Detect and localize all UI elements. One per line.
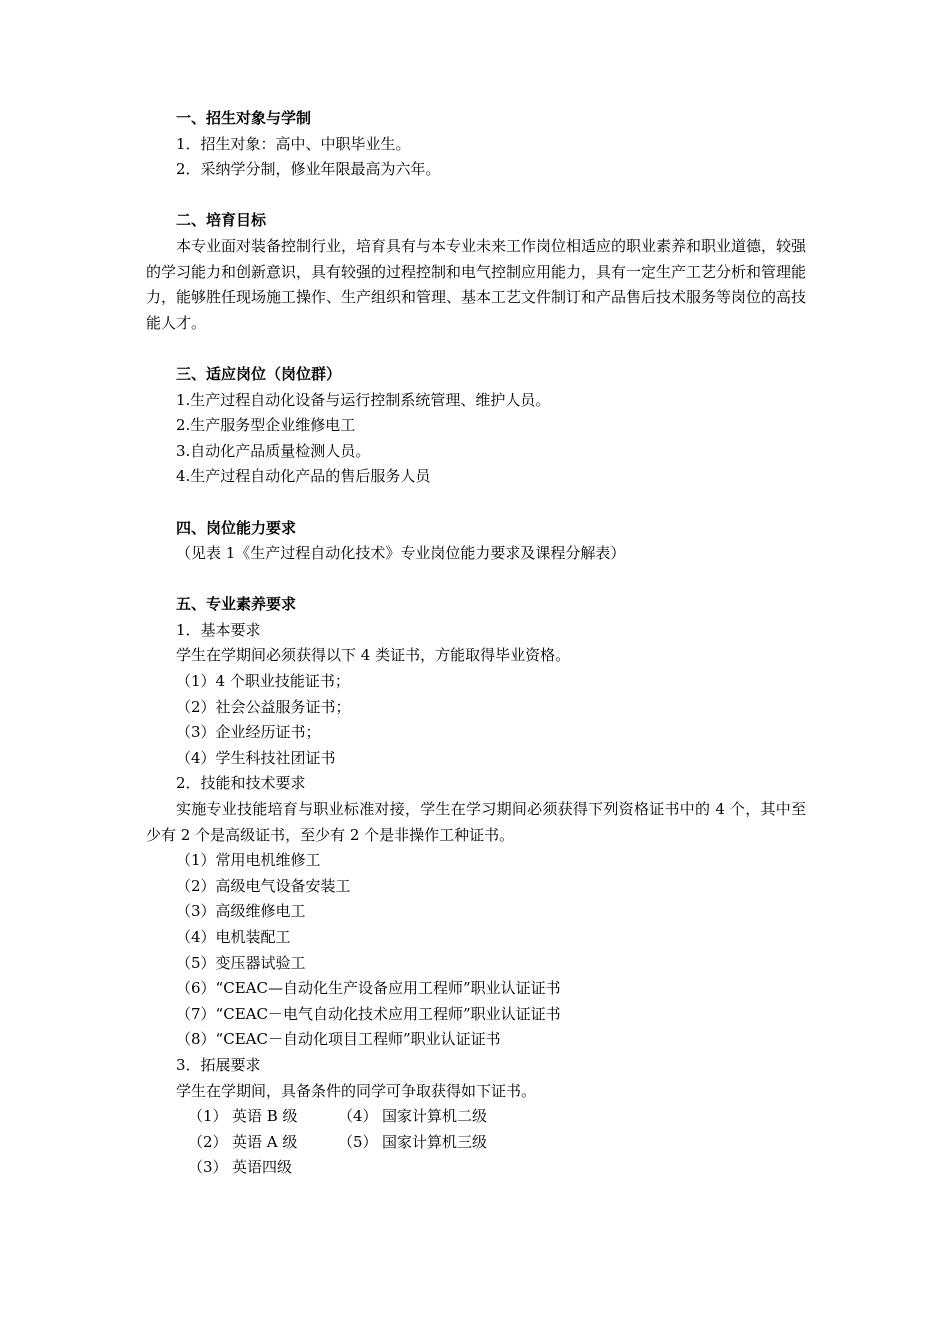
list-item: （3）高级维修电工 <box>176 902 306 921</box>
section-heading: 五、专业素养要求 <box>176 595 297 614</box>
subsection-title: 2．技能和技术要求 <box>176 774 306 793</box>
certificate-number: （4） <box>338 1107 378 1126</box>
certificate-row <box>146 1155 806 1181</box>
certificate-name: 国家计算机三级 <box>382 1132 488 1151</box>
list-item: 2．采纳学分制，修业年限最高为六年。 <box>176 160 441 179</box>
list-item: 2.生产服务型企业维修电工 <box>176 416 356 435</box>
certificate-number: （3） <box>188 1158 228 1177</box>
certificate-name: 英语 A 级 <box>232 1132 298 1151</box>
section-heading: 二、培育目标 <box>176 211 267 230</box>
certificate-name: 英语 B 级 <box>232 1107 298 1126</box>
list-item: 4.生产过程自动化产品的售后服务人员 <box>176 467 431 486</box>
list-item: 3.自动化产品质量检测人员。 <box>176 441 371 460</box>
certificate-name: 英语四级 <box>232 1158 293 1177</box>
document-body <box>146 106 806 1181</box>
list-item: （8）“CEAC－自动化项目工程师”职业认证证书 <box>176 1030 501 1049</box>
list-item: （4）电机装配工 <box>176 928 291 946</box>
list-item: 1.生产过程自动化设备与运行控制系统管理、维护人员。 <box>176 390 551 409</box>
subsection-title: 1．基本要求 <box>176 620 261 639</box>
certificate-number: （2） <box>188 1132 228 1151</box>
certificate-row <box>146 1104 806 1130</box>
paragraph: 学生在学期间，具备条件的同学可争取获得如下证书。 <box>176 1081 537 1100</box>
list-item: （7）“CEAC－电气自动化技术应用工程师”职业认证证书 <box>176 1004 561 1023</box>
list-item: （4）学生科技社团证书 <box>176 748 336 767</box>
list-item: （5）变压器试验工 <box>176 953 306 972</box>
certificate-number: （5） <box>338 1132 378 1151</box>
list-item: （1）4 个职业技能证书； <box>176 672 350 691</box>
subsection-title: 3．拓展要求 <box>176 1055 261 1074</box>
list-item: （2）社会公益服务证书； <box>176 697 351 716</box>
list-item: （1）常用电机维修工 <box>176 851 321 870</box>
section-heading: 一、招生对象与学制 <box>176 109 312 127</box>
paragraph: 实施专业技能培育与职业标准对接，学生在学习期间必须获得下列资格证书中的 4 个，其中至少有 2 个是高级证书，至少有 2 个是非操作工种证书。 <box>146 800 806 844</box>
list-item: 1．招生对象：高中、中职毕业生。 <box>176 134 411 153</box>
list-item: （6）“CEAC—自动化生产设备应用工程师”职业认证证书 <box>176 979 561 998</box>
certificate-row <box>146 1130 806 1156</box>
certificate-number: （1） <box>188 1107 228 1126</box>
paragraph: 学生在学期间必须获得以下 4 类证书，方能取得毕业资格。 <box>176 646 571 665</box>
section-heading: 三、适应岗位（岗位群） <box>176 364 342 383</box>
list-item: （3）企业经历证书； <box>176 723 321 742</box>
section-heading: 四、岗位能力要求 <box>176 518 297 537</box>
certificate-name: 国家计算机二级 <box>382 1107 488 1126</box>
list-item: （2）高级电气设备安装工 <box>176 876 351 895</box>
table-reference-note: （见表 1《生产过程自动化技术》专业岗位能力要求及课程分解表） <box>176 544 626 563</box>
paragraph: 本专业面对装备控制行业，培育具有与本专业未来工作岗位相适应的职业素养和职业道德，较强的学习能力和创新意识，具有较强的过程控制和电气控制应用能力，具有一定生产工艺分析和管理能力，能够胜任现场施工操作、生产组织和管理、基本工艺文件制订和产品售后技术服务等岗位的高技能人才。 <box>146 236 807 332</box>
